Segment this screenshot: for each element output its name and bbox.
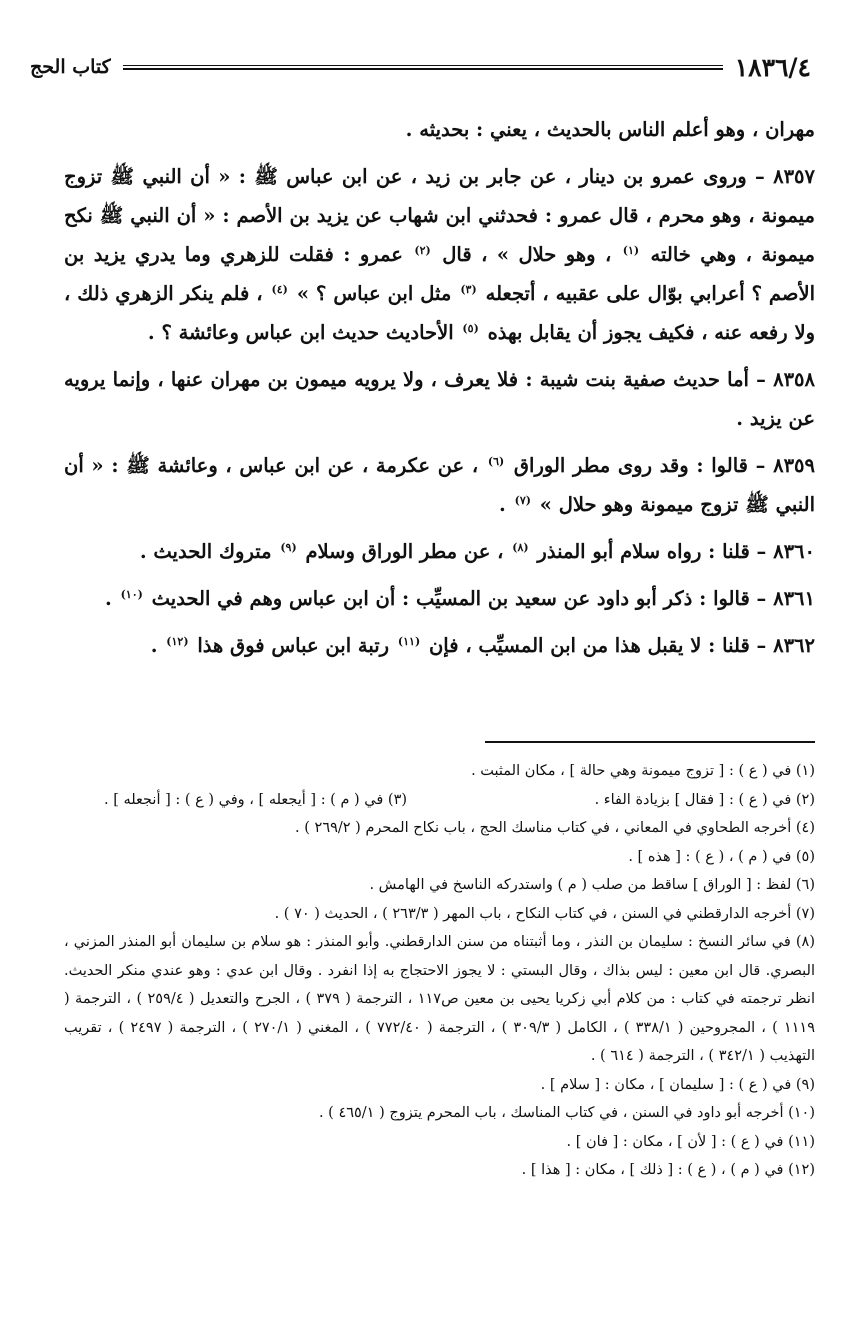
header-rule bbox=[123, 65, 723, 70]
footnote-row-2-3 bbox=[64, 786, 815, 815]
footnote-ref-4[interactable]: (٤) bbox=[271, 282, 288, 296]
footnote-ref-5[interactable]: (٥) bbox=[462, 321, 479, 335]
paragraph-8362: ٨٣٦٢ – قلنا : لا يقبل هذا من ابن المسيِّب ، فإن $^{(١١)}$ رتبة ابن عباس فوق هذا $^{(١٢)}$ . bbox=[150, 634, 815, 657]
footnote-3: (٣) في ( م ) : [ أيجعله ] ، وفي ( ع ) : [ أنجعله ] . bbox=[104, 791, 408, 808]
paragraph-8360: ٨٣٦٠ – قلنا : رواه سلام أبو المنذر $^{(٨)}$ ، عن مطر الوراق وسلام $^{(٩)}$ متروك الحديث . bbox=[139, 540, 815, 563]
footnote-5: (٥) في ( م ) ، ( ع ) : [ هذه ] . bbox=[628, 848, 815, 865]
book-title: كتاب الحج bbox=[30, 56, 111, 78]
paragraph-8358: ٨٣٥٨ – أما حديث صفية بنت شيبة : فلا يعرف ، ولا يرويه ميمون بن مهران عنها ، وإنما يرويه عن يزيد . bbox=[64, 368, 815, 430]
footnote-11: (١١) في ( ع ) : [ لأن ] ، مكان : [ فان ] . bbox=[566, 1133, 815, 1150]
footnote-ref-1[interactable]: (١) bbox=[622, 243, 640, 257]
footnote-2: (٢) في ( ع ) : [ فقال ] بزيادة الفاء . bbox=[594, 791, 815, 808]
footnote-ref-6[interactable]: (٦) bbox=[487, 454, 505, 468]
footnote-ref-11[interactable]: (١١) bbox=[397, 634, 421, 648]
paragraph-8361: ٨٣٦١ – قالوا : ذكر أبو داود عن سعيد بن المسيِّب : أن ابن عباس وهم في الحديث $^{(١٠)}$ . bbox=[104, 587, 815, 610]
page-header bbox=[30, 50, 811, 84]
footnote-9: (٩) في ( ع ) : [ سليمان ] ، مكان : [ سلام ] . bbox=[540, 1076, 815, 1093]
footnote-ref-12[interactable]: (١٢) bbox=[166, 634, 189, 648]
footnote-1: (١) في ( ع ) : [ تزوج ميمونة وهي حالة ] ، مكان المثبت . bbox=[471, 763, 815, 779]
footnote-10: (١٠) أخرجه أبو داود في السنن ، في كتاب المناسك ، باب المحرم يتزوج ( ٤٦٥/١ ) . bbox=[318, 1105, 815, 1121]
footnote-6: (٦) لفظ : [ الوراق ] ساقط من صلب ( م ) واستدركه الناسخ في الهامش . bbox=[369, 877, 815, 893]
paragraph-continuation: مهران ، وهو أعلم الناس بالحديث ، يعني : بحديثه . bbox=[405, 118, 815, 141]
footnote-ref-2[interactable]: (٢) bbox=[414, 243, 431, 257]
footnote-4: (٤) أخرجه الطحاوي في المعاني ، في كتاب مناسك الحج ، باب نكاح المحرم ( ٢٦٩/٢ ) . bbox=[295, 820, 815, 836]
paragraph-8357: ٨٣٥٧ – وروى عمرو بن دينار ، عن جابر بن زيد ، عن ابن عباس ﷺ : « أن النبي ﷺ تزوج ميمونة ، وهو محرم ، قال عمرو : فحدثني ابن شهاب عن يزيد بن الأصم : « أن النبي ﷺ نكح ميمونة ، وهي خالته $^{(١)}$ ، وهو حلال » ، قال $^{(٢)}$ عمرو : فقلت للزهري وما يدري يزيد بن الأصم ؟ أعرابي بوّال على عقبيه ، أتجعله $^{(٣)}$ مثل ابن عباس ؟ » $^{(٤)}$ ، فلم ينكر الزهري ذلك ، ولا رفعه عنه ، فكيف يجوز أن يقابل بهذه $^{(٥)}$ الأحاديث حديث ابن عباس وعائشة ؟ . bbox=[64, 165, 815, 344]
footnote-separator bbox=[485, 741, 815, 743]
footnote-ref-9[interactable]: (٩) bbox=[280, 540, 297, 554]
footnotes bbox=[64, 757, 815, 1185]
footnote-ref-8[interactable]: (٨) bbox=[512, 540, 529, 554]
footnote-ref-7[interactable]: (٧) bbox=[514, 493, 531, 507]
footnote-7: (٧) أخرجه الدارقطني في السنن ، في كتاب النكاح ، باب المهر ( ٢٦٣/٣ ) ، الحديث ( ٧٠ ) . bbox=[274, 905, 815, 922]
page-number: ١٨٣٦/٤ bbox=[734, 52, 811, 82]
main-text bbox=[64, 110, 815, 673]
footnote-ref-10[interactable]: (١٠) bbox=[120, 587, 143, 601]
paragraph-8359: ٨٣٥٩ – قالوا : وقد روى مطر الوراق $^{(٦)}$ ، عن عكرمة ، عن ابن عباس ، وعائشة ﷺ : « أن النبي ﷺ تزوج ميمونة وهو حلال » $^{(٧)}$ . bbox=[64, 454, 816, 516]
footnote-8: (٨) في سائر النسخ : سليمان بن النذر ، وما أثبتناه من سنن الدارقطني. وأبو المنذر : هو سلام بن سليمان أبو المنذر المزني ، البصري. قال ابن معين : ليس بذاك ، وقال البستي : لا يجوز الاحتجاج به إذا انفرد . وقال ابن عدي : وهو عندي منكر الحديث. انظر ترجمته في كتاب : من كلام أبي زكريا يحيى بن معين ص١١٧ ، الترجمة ( ٣٧٩ ) ، الجرح والتعديل ( ٢٥٩/٤ ) ، الترجمة ( ١١١٩ ) ، المجروحين ( ٣٣٨/١ ) ، الكامل ( ٣٠٩/٣ ) ، الترجمة ( ٧٧٢/٤٠ ) ، المغني ( ٢٧٠/١ ) ، الترجمة ( ٢٤٩٧ ) ، تقريب التهذيب ( ٣٤٢/١ ) ، الترجمة ( ٦١٤ ) . bbox=[64, 934, 816, 1064]
footnote-ref-3[interactable]: (٣) bbox=[460, 282, 477, 296]
footnote-12: (١٢) في ( م ) ، ( ع ) : [ ذلك ] ، مكان : [ هذا ] . bbox=[521, 1162, 815, 1178]
